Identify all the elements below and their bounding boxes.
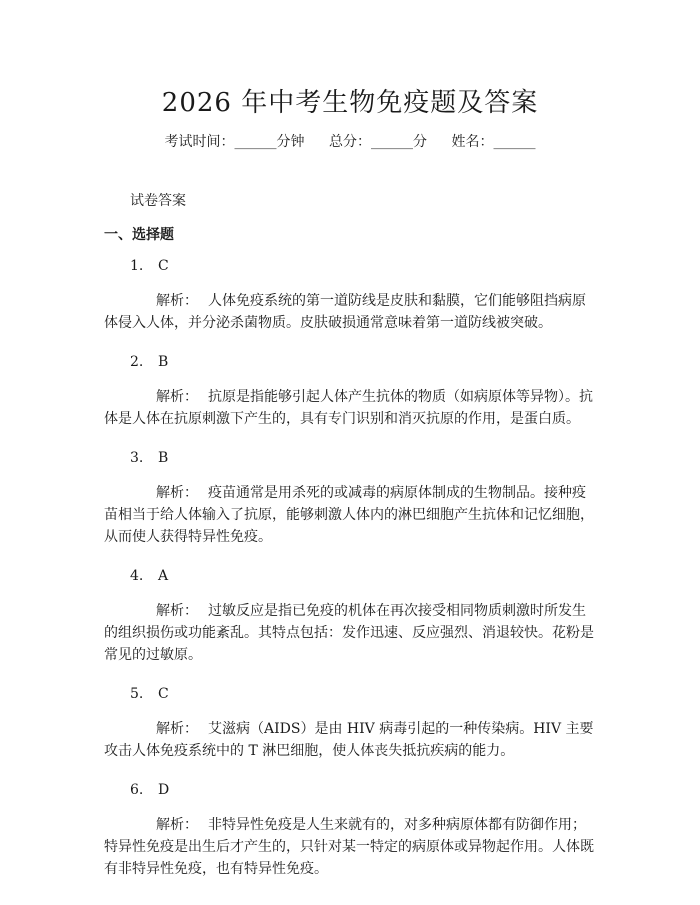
answers-label: 试卷答案 [130, 193, 186, 209]
question-analysis [104, 482, 598, 548]
question-number: 4. [130, 568, 144, 584]
question-header [104, 566, 598, 586]
question-list [104, 256, 598, 898]
analysis-text: 过敏反应是指已免疫的机体在再次接受相同物质刺激时所发生的组织损伤或功能紊乱。其特点包括：发作迅速、反应强烈、消退较快。花粉是常见的过敏原。 [104, 603, 594, 663]
question-header [104, 448, 598, 468]
question-answer: B [158, 450, 169, 466]
question-answer: C [158, 686, 169, 702]
analysis-text: 非特异性免疫是人生来就有的，对多种病原体都有防御作用；特异性免疫是出生后才产生的，只针对某一特定的病原体或异物起作用。人体既有非特异性免疫，也有特异性免疫。 [104, 817, 594, 877]
section-heading: 一、选择题 [104, 227, 174, 243]
question-item [104, 352, 598, 430]
question-number: 5. [130, 686, 144, 702]
exam-meta [0, 131, 700, 151]
question-analysis [104, 290, 598, 334]
question-header [104, 684, 598, 704]
analysis-label: 解析： [156, 817, 198, 833]
question-item [104, 780, 598, 880]
question-analysis [104, 600, 598, 666]
question-answer: D [158, 782, 170, 798]
question-item [104, 566, 598, 666]
question-header [104, 256, 598, 276]
analysis-label: 解析： [156, 293, 198, 309]
question-item [104, 448, 598, 548]
analysis-label: 解析： [156, 603, 198, 619]
question-answer: A [158, 568, 169, 584]
question-analysis [104, 386, 598, 430]
analysis-label: 解析： [156, 485, 198, 501]
analysis-label: 解析： [156, 389, 198, 405]
student-name-field: 姓名：______ [451, 134, 536, 150]
question-number: 2. [130, 354, 144, 370]
analysis-text: 疫苗通常是用杀死的或减毒的病原体制成的生物制品。接种疫苗相当于给人体输入了抗原，能够刺激人体内的淋巴细胞产生抗体和记忆细胞，从而使人获得特异性免疫。 [104, 485, 594, 545]
exam-time-field: 考试时间：______分钟 [164, 134, 305, 150]
page-title: 2026 年中考生物免疫题及答案 [161, 88, 539, 118]
question-item [104, 684, 598, 762]
question-answer: C [158, 258, 169, 274]
question-number: 3. [130, 450, 144, 466]
question-analysis [104, 718, 598, 762]
question-analysis [104, 814, 598, 880]
question-item [104, 256, 598, 334]
analysis-text: 人体免疫系统的第一道防线是皮肤和黏膜，它们能够阻挡病原体侵入人体，并分泌杀菌物质。皮肤破损通常意味着第一道防线被突破。 [104, 293, 586, 331]
analysis-label: 解析： [156, 721, 198, 737]
question-header [104, 352, 598, 372]
question-answer: B [158, 354, 169, 370]
analysis-text: 艾滋病（AIDS）是由 HIV 病毒引起的一种传染病。HIV 主要攻击人体免疫系统中的 T 淋巴细胞，使人体丧失抵抗疾病的能力。 [104, 721, 594, 759]
question-number: 1. [130, 258, 144, 274]
analysis-text: 抗原是指能够引起人体产生抗体的物质（如病原体等异物）。抗体是人体在抗原刺激下产生的，具有专门识别和消灭抗原的作用，是蛋白质。 [104, 389, 593, 427]
total-score-field: 总分：______分 [329, 134, 427, 150]
question-header [104, 780, 598, 800]
question-number: 6. [130, 782, 144, 798]
